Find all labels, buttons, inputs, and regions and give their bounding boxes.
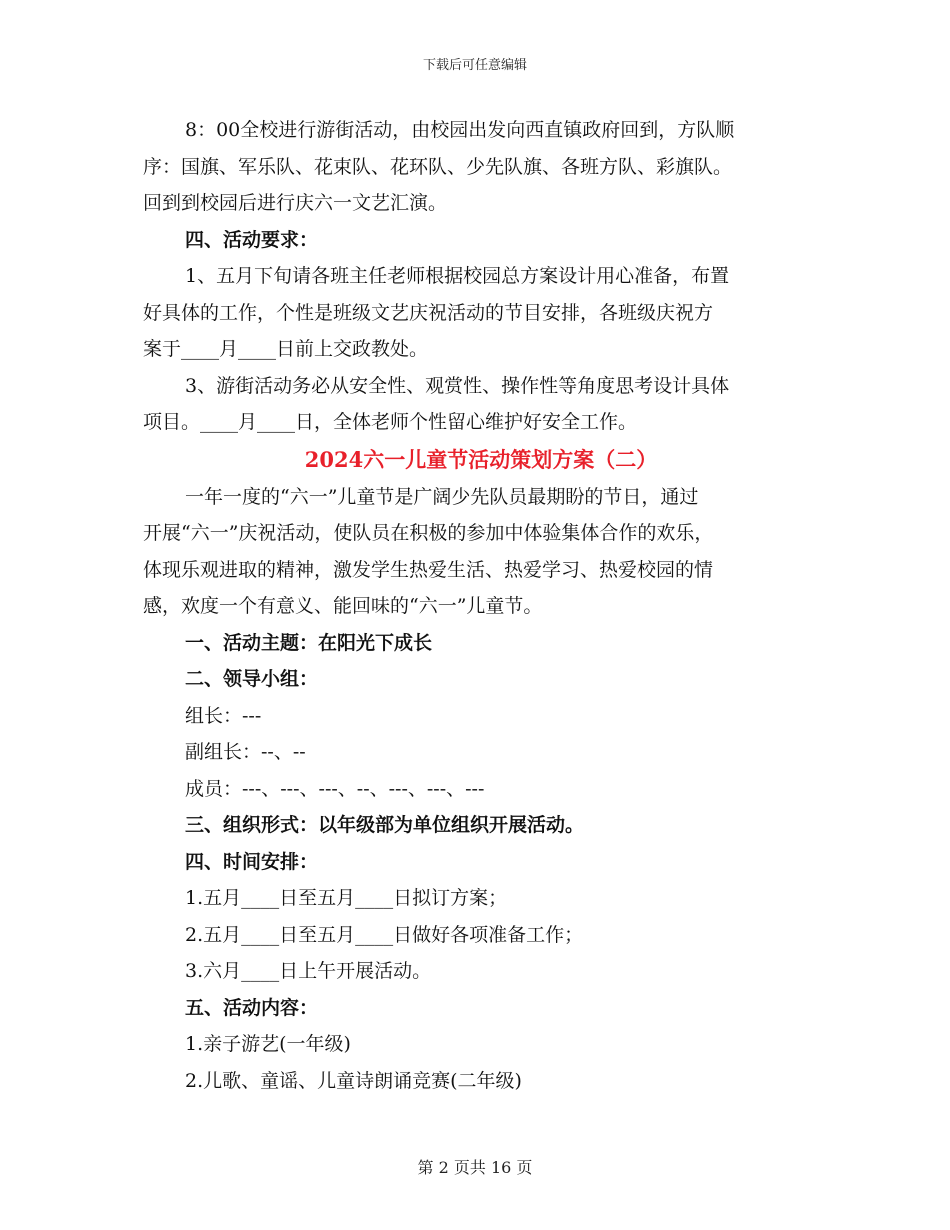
paragraph-line: 序：国旗、军乐队、花束队、花环队、少先队旗、各班方队、彩旗队。	[143, 155, 733, 178]
paragraph-line: 回到到校园后进行庆六一文艺汇演。	[143, 192, 448, 214]
section-heading-theme: 一、活动主题：在阳光下成长	[185, 631, 433, 654]
page-number: 第 2 页共 16 页	[417, 1158, 533, 1177]
document-title: 2024六一儿童节活动策划方案（二）	[304, 446, 658, 472]
paragraph-line: 好具体的工作，个性是班级文艺庆祝活动的节目安排，各班级庆祝方	[143, 301, 714, 324]
leader-members: 成员：---、---、---、--、---、---、---	[185, 777, 485, 800]
paragraph-line: 开展“六一”庆祝活动，使队员在积极的参加中体验集体合作的欢乐，	[143, 522, 714, 544]
schedule-item: 3.六月____日上午开展活动。	[185, 960, 432, 982]
paragraph-line: 体现乐观进取的精神，激发学生热爱生活、热爱学习、热爱校园的情	[143, 558, 714, 581]
paragraph-line: 感，欢度一个有意义、能回味的“六一”儿童节。	[143, 595, 543, 617]
paragraph-line: 一年一度的“六一”儿童节是广阔少先队员最期盼的节日，通过	[185, 485, 699, 508]
content-item: 1.亲子游艺(一年级)	[185, 1033, 351, 1055]
schedule-item: 1.五月____日至五月____日拟订方案；	[185, 887, 508, 909]
document-body	[143, 112, 811, 1099]
schedule-item: 2.五月____日至五月____日做好各项准备工作；	[185, 923, 584, 946]
section-heading-requirements: 四、活动要求：	[185, 228, 319, 251]
paragraph-line: 3、游街活动务必从安全性、观赏性、操作性等角度思考设计具体	[185, 374, 730, 397]
paragraph-line: 案于____月____日前上交政教处。	[143, 338, 429, 360]
paragraph-line: 项目。____月____日，全体老师个性留心维护好安全工作。	[143, 411, 638, 433]
paragraph-line: 8：00全校进行游街活动，由校园出发向西直镇政府回到，方队顺	[185, 119, 735, 141]
paragraph-line: 1、五月下旬请各班主任老师根据校园总方案设计用心准备，布置	[185, 265, 730, 287]
section-heading-content: 五、活动内容：	[185, 996, 319, 1019]
leader-chief: 组长：---	[185, 704, 262, 727]
section-heading-schedule: 四、时间安排：	[185, 850, 319, 873]
content-item: 2.儿歌、童谣、儿童诗朗诵竞赛(二年级)	[185, 1069, 522, 1092]
leader-deputy: 副组长：--、--	[185, 741, 306, 763]
section-heading-organization: 三、组织形式：以年级部为单位组织开展活动。	[185, 814, 585, 836]
page-header-note: 下载后可任意编辑	[422, 58, 527, 73]
section-heading-leadership: 二、领导小组：	[185, 668, 319, 690]
